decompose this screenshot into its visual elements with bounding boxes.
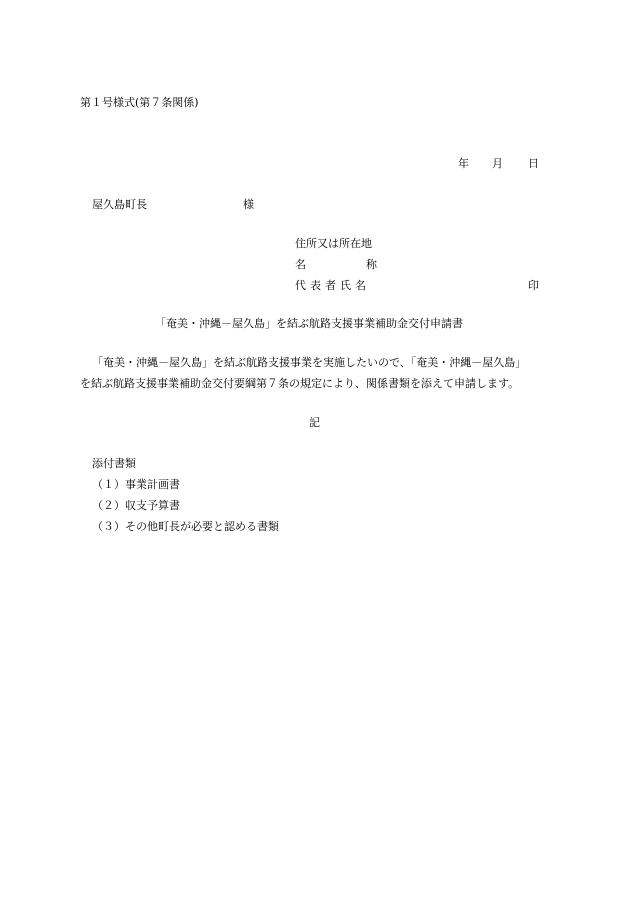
date-day-label: 日 [528,157,539,170]
date-month-label: 月 [492,157,503,170]
applicant-address-label: 住所又は所在地 [295,237,372,250]
body-text-line-1: 「奄美・沖縄－屋久島」を結ぶ航路支援事業を実施したいので、「奄美・沖縄－屋久島」 [92,356,527,369]
addressee-honorific: 様 [243,198,254,211]
attachments-heading: 添付書類 [92,457,136,470]
record-mark: 記 [309,416,320,429]
applicant-name-label-part-1: 名 [295,258,306,271]
representative-name-label: 代表者氏名 [295,279,370,292]
attachment-item: （３）その他町長が必要と認める書類 [92,520,279,533]
applicant-name-label-part-2: 称 [366,258,377,271]
body-text-line-2: を結ぶ航路支援事業補助金交付要綱第７条の規定により、関係書類を添えて申請します。 [80,377,520,390]
document-title: 「奄美・沖縄－屋久島」を結ぶ航路支援事業補助金交付申請書 [155,317,463,330]
addressee-name: 屋久島町長 [92,198,147,211]
attachment-item: （２）収支予算書 [92,499,180,512]
attachment-item: （１）事業計画書 [92,478,180,491]
date-year-label: 年 [458,157,469,170]
form-number: 第１号様式(第７条関係) [80,96,199,109]
seal-mark: 印 [528,279,539,292]
